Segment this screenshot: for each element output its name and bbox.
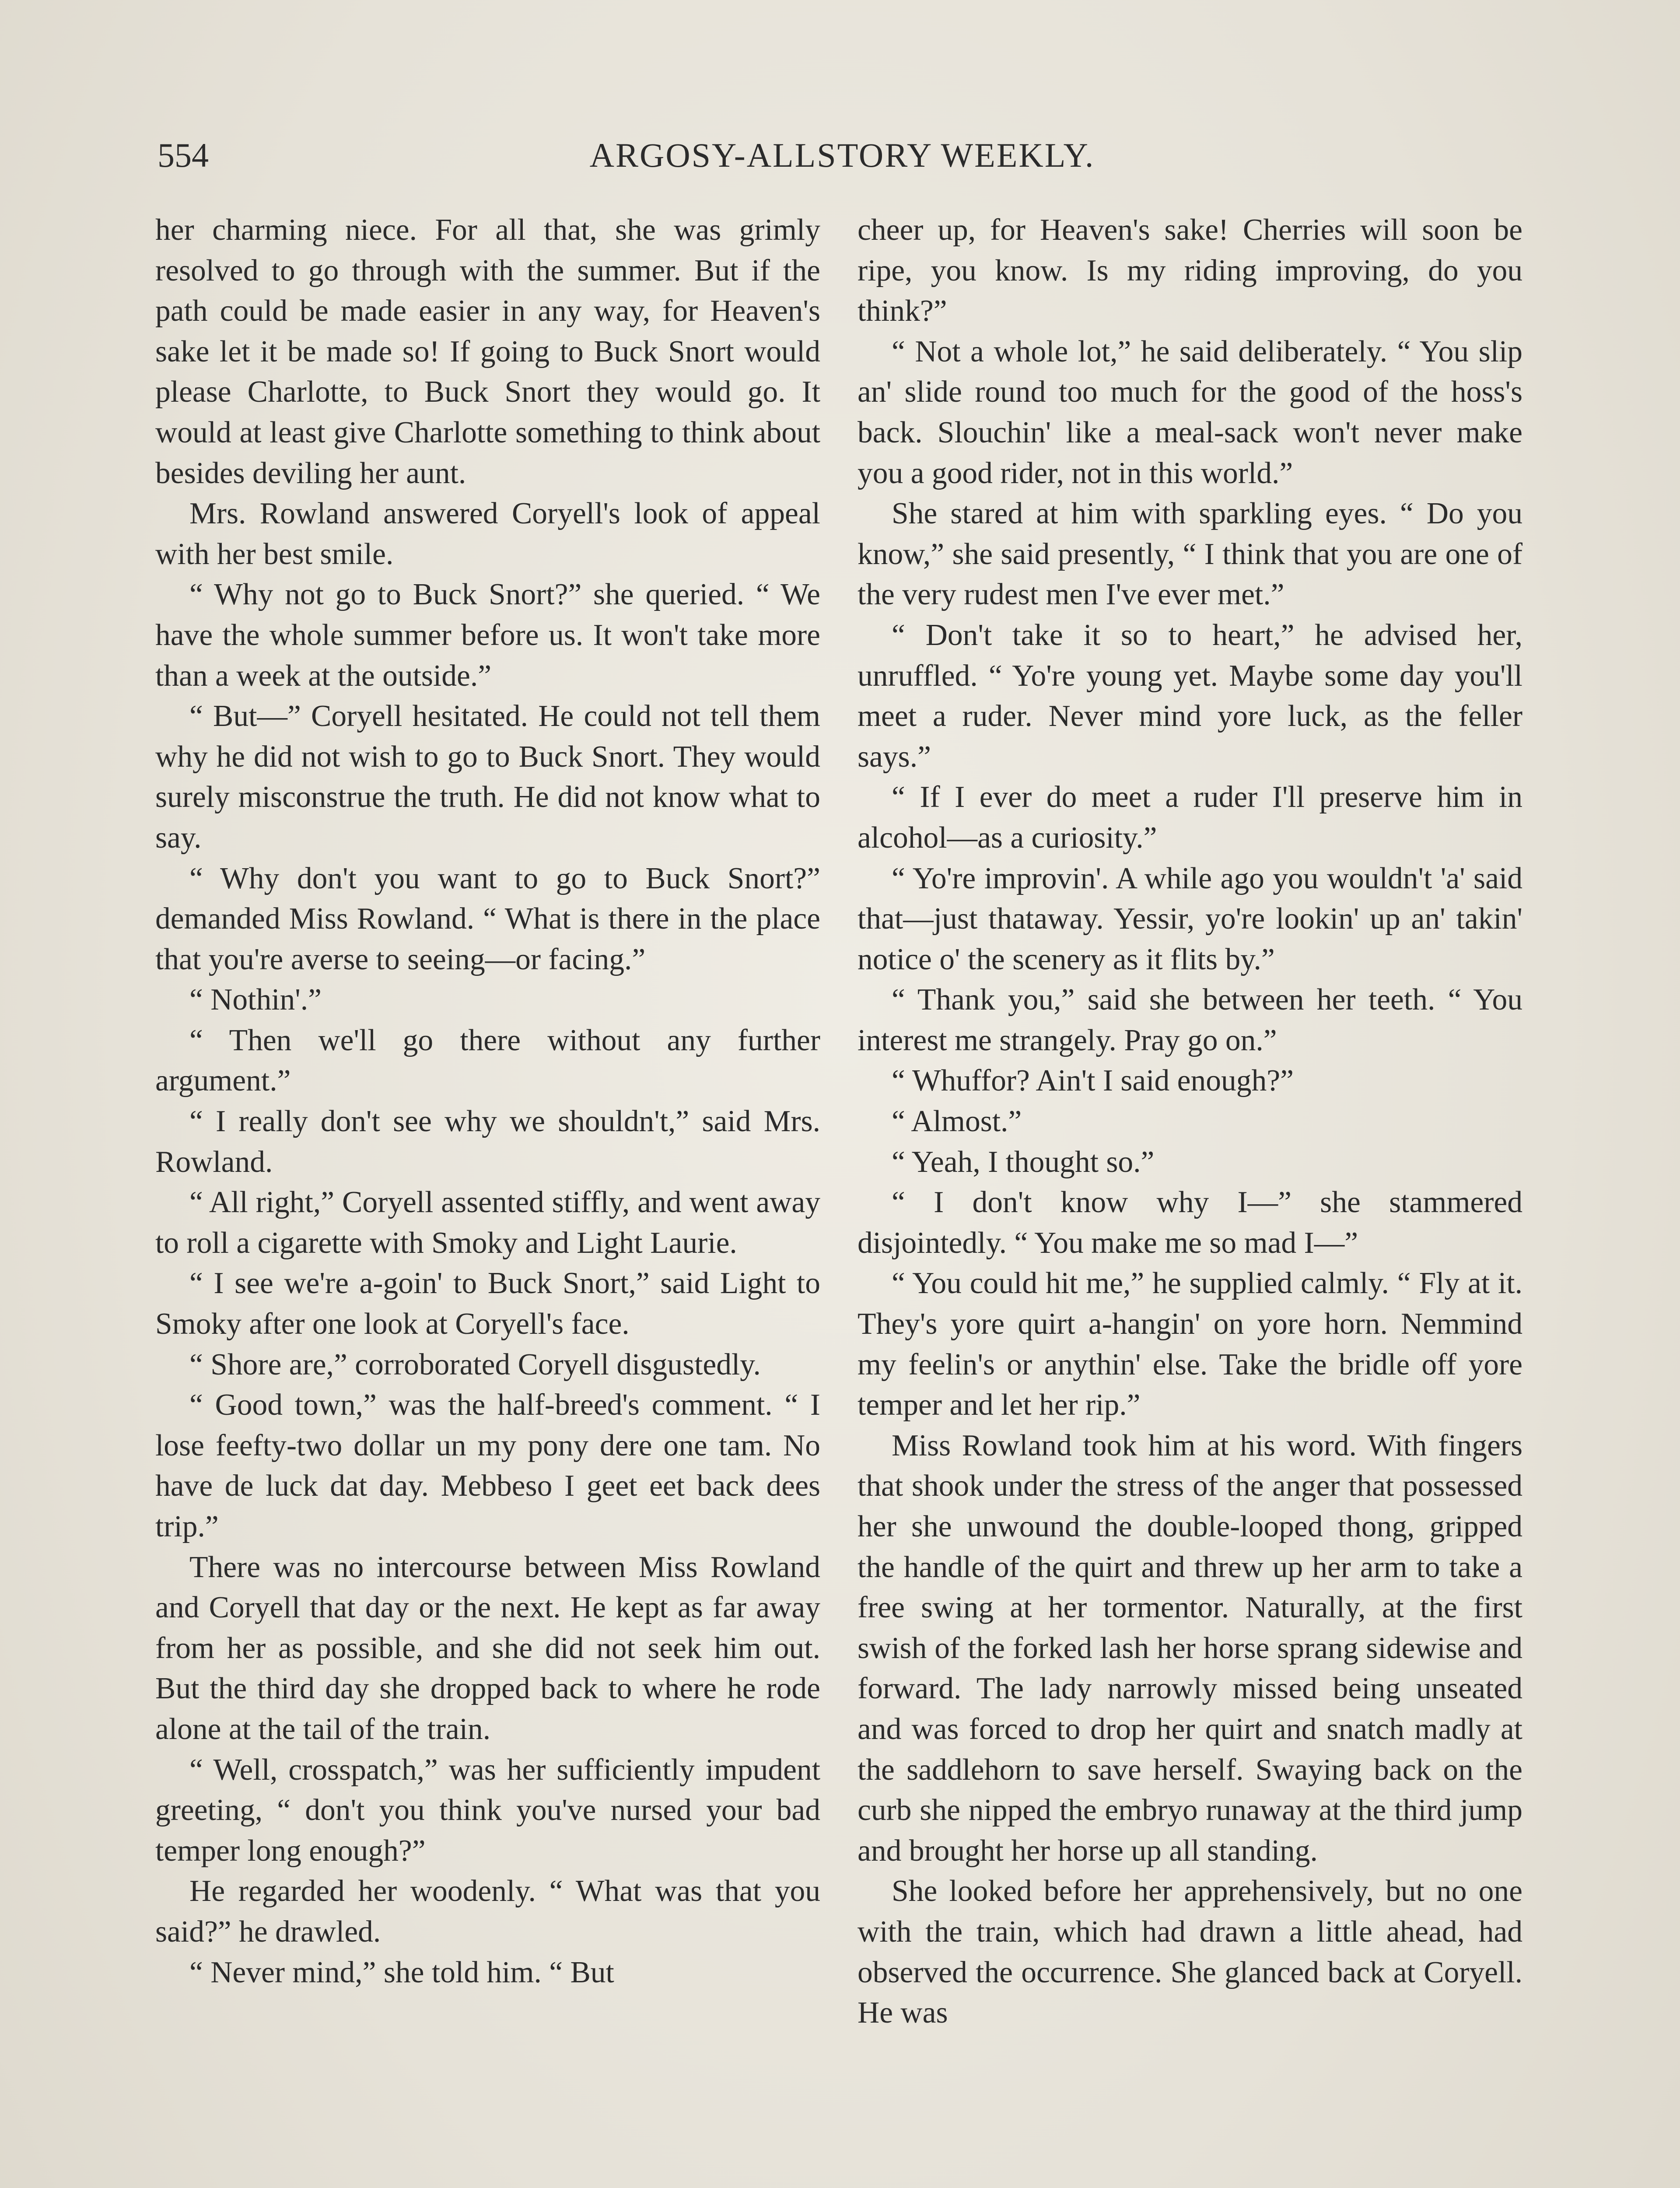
paragraph: “ Yo're improvin'. A while ago you wouldn't 'a' said that—just thataway. Yessir, yo're lookin' up an' takin' notice o' the scenery as it flits by.” [858,861,1522,976]
paragraph: Mrs. Rowland answered Coryell's look of appeal with her best smile. [155,497,820,571]
paragraph: “ Almost.” [892,1105,1022,1139]
right-column [858,210,1522,2188]
running-title: ARGOSY-ALLSTORY WEEKLY. [589,136,1095,174]
paragraph: “ I see we're a-goin' to Buck Snort,” said Light to Smoky after one look at Coryell's face. [155,1266,820,1341]
paragraph: “ Well, crosspatch,” was her sufficiently impudent greeting, “ don't you think you've nursed your bad temper long enough?” [155,1753,820,1868]
paragraph: cheer up, for Heaven's sake! Cherries will soon be ripe, you know. Is my riding improving, do you think?” [858,213,1522,328]
paragraph: “ All right,” Coryell assented stiffly, and went away to roll a cigarette with Smoky and Light Laurie. [155,1185,820,1260]
paragraph: “ You could hit me,” he supplied calmly. “ Fly at it. They's yore quirt a-hangin' on yore horn. Nemmind my feelin's or anythin' else. Take the bridle off yore temper and let her rip.” [858,1266,1522,1422]
paragraph: “ I really don't see why we shouldn't,” said Mrs. Rowland. [155,1105,820,1179]
paragraph: He regarded her woodenly. “ What was that you said?” he drawled. [155,1874,820,1949]
paragraph: “ Don't take it so to heart,” he advised her, unruffled. “ Yo're young yet. Maybe some day you'll meet a ruder. Never mind yore luck, as the feller says.” [858,618,1522,774]
paragraph: “ If I ever do meet a ruder I'll preserve him in alcohol—as a curiosity.” [858,780,1522,855]
paragraph: She stared at him with sparkling eyes. “ Do you know,” she said presently, “ I think that you are one of the very rudest men I've ever met.” [858,497,1522,612]
paragraph: “ Good town,” was the half-breed's comment. “ I lose feefty-two dollar un my pony dere one tam. No have de luck dat day. Mebbeso I geet eet back dees trip.” [155,1388,820,1543]
left-column [155,210,820,2188]
paragraph: She looked before her apprehensively, but no one with the train, which had drawn a little ahead, had observed the occurrence. She glanced back at Coryell. He was [858,1874,1522,2030]
paragraph: “ I don't know why I—” she stammered disjointedly. “ You make me so mad I—” [858,1185,1522,1260]
paragraph: her charming niece. For all that, she was grimly resolved to go through with the summer. But if the path could be made easier in any way, for Heaven's sake let it be made so! If going to Buck Snort would please Charlotte, to Buck Snort they would go. It would at least give Charlotte something to think about besides deviling her aunt. [155,213,820,490]
paragraph: Miss Rowland took him at his word. With fingers that shook under the stress of the anger that possessed her she unwound the double-looped thong, gripped the handle of the quirt and threw up her arm to take a free swing at her tormentor. Naturally, at the first swish of the forked lash her horse sprang sidewise and forward. The lady narrowly missed being unseated and was forced to drop her quirt and snatch madly at the saddlehorn to save herself. Swaying back on the curb she nipped the embryo runaway at the third jump and brought her horse up all standing. [858,1428,1522,1868]
paragraph: “ Shore are,” corroborated Coryell disgustedly. [189,1347,761,1382]
paragraph: “ Thank you,” said she between her teeth. “ You interest me strangely. Pray go on.” [858,983,1522,1057]
paragraph: There was no intercourse between Miss Rowland and Coryell that day or the next. He kept as far away from her as possible, and she did not seek him out. But the third day she dropped back to where he rode alone at the tail of the train. [155,1550,820,1746]
paragraph: “ Then we'll go there without any further argument.” [155,1023,820,1098]
paragraph: “ Never mind,” she told him. “ But [189,1955,614,1989]
paragraph: “ But—” Coryell hesitated. He could not tell them why he did not wish to go to Buck Snort. They would surely misconstrue the truth. He did not know what to say. [155,699,820,855]
page-number: 554 [158,136,209,174]
paragraph: “ Why not go to Buck Snort?” she queried. “ We have the whole summer before us. It won't take more than a week at the outside.” [155,578,820,693]
paragraph: “ Nothin'.” [189,983,322,1017]
paragraph: “ Not a whole lot,” he said deliberately. “ You slip an' slide round too much for the good of the hoss's back. Slouchin' like a meal-sack won't never make you a good rider, not in this world.” [858,334,1522,490]
paragraph: “ Why don't you want to go to Buck Snort?” demanded Miss Rowland. “ What is there in the place that you're averse to seeing—or facing.” [155,861,820,976]
page-header [158,131,1527,179]
paragraph: “ Whuffor? Ain't I said enough?” [892,1064,1294,1098]
paragraph: “ Yeah, I thought so.” [892,1145,1155,1179]
